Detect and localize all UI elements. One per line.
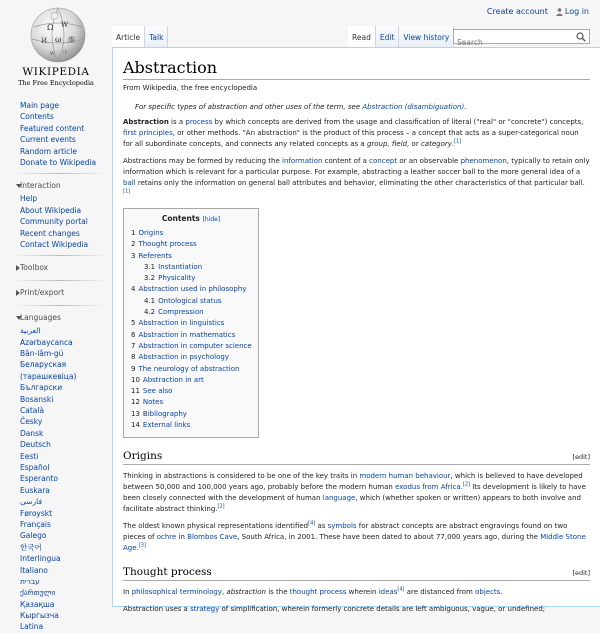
toc-link[interactable]: Ontological status — [158, 296, 222, 305]
language-link-italiano[interactable]: Italiano — [20, 565, 48, 575]
text-run: , — [221, 588, 227, 597]
sidebar-divider — [14, 305, 106, 306]
toc-link[interactable]: Instantiation — [158, 262, 203, 271]
toc-item[interactable] — [131, 386, 251, 397]
language-link-item[interactable]: Қазақша — [20, 599, 55, 609]
link-exodus-from-africa[interactable]: exodus from Africa — [395, 483, 461, 492]
toc-number: 2 — [131, 240, 136, 249]
section-heading-thought-process — [123, 566, 590, 581]
collapse-arrow-icon — [16, 316, 22, 320]
thought-paragraph-1 — [123, 587, 590, 598]
text-run: Abstraction uses a — [123, 605, 191, 614]
origins-paragraph-2 — [123, 521, 590, 554]
language-link-fran-ais[interactable]: Français — [20, 519, 51, 529]
toc-number: 1 — [131, 229, 136, 237]
toc-number: 5 — [131, 319, 136, 328]
text-run: , typically to retain only information which is relevant for a particular purpose. For example, abstracting a leather soccer ball to the more general idea of a — [123, 157, 590, 176]
svg-text:ル: ル — [62, 49, 69, 56]
sidebar-item-community-portal[interactable]: Community portal — [20, 217, 88, 227]
text-run: The oldest known physical representations identified — [123, 522, 309, 531]
link-phenomenon[interactable]: phenomenon — [460, 157, 507, 165]
language-link-latina[interactable]: Latina — [20, 622, 44, 632]
toc-number: 12 — [131, 398, 140, 407]
sidebar-section-title: Print/export — [20, 288, 65, 298]
language-link-item[interactable]: ქართული — [20, 588, 56, 598]
toc-item[interactable] — [131, 273, 251, 284]
sidebar-section-interaction[interactable] — [0, 179, 112, 193]
link-ochre[interactable]: ochre — [156, 533, 177, 542]
toc-link[interactable]: Compression — [158, 308, 204, 317]
sidebar-divider — [14, 173, 106, 174]
toc-link[interactable]: Abstraction in mathematics — [138, 330, 236, 339]
svg-text:Ω: Ω — [47, 23, 54, 32]
link-symbols[interactable]: symbols — [327, 522, 357, 531]
search-icon[interactable] — [576, 32, 586, 42]
toc-item[interactable] — [131, 420, 251, 431]
tab-view-history[interactable]: View history — [399, 26, 454, 47]
text-run: is a — [168, 118, 186, 126]
toc-link[interactable]: Abstraction in psychology — [138, 353, 229, 362]
toc-link[interactable]: Bibliography — [142, 409, 187, 418]
text-run: in — [176, 533, 188, 542]
collapse-arrow-icon — [16, 184, 22, 188]
sidebar-divider — [14, 280, 106, 281]
toc-number: 3.1 — [144, 262, 156, 271]
language-link-item[interactable]: (тарашкевіца) — [20, 371, 77, 381]
text-run: for abstract concepts are abstract engravings found on two pieces of — [123, 522, 568, 542]
toc-link[interactable]: Abstraction in linguistics — [138, 319, 225, 328]
text-run: wherein — [346, 588, 379, 597]
toc-number: 11 — [131, 387, 140, 396]
toc-item[interactable] — [131, 375, 251, 386]
toc-link[interactable]: Thought process — [138, 240, 197, 249]
sidebar-item-current-events[interactable]: Current events — [20, 135, 76, 145]
sidebar-item-recent-changes[interactable]: Recent changes — [20, 228, 80, 238]
toc-item[interactable] — [131, 364, 251, 375]
language-link-item[interactable]: עברית — [20, 576, 40, 586]
thought-paragraph-2 — [123, 604, 590, 615]
text-run: retains only the information on general ball attributes and behavior, eliminating the other characteristics of that particular ball. — [135, 179, 585, 187]
hatnote-text: For specific types of abstraction and other uses of the term, see — [135, 103, 363, 111]
link-ball[interactable]: ball — [123, 179, 136, 187]
sidebar-item-donate-to-wikipedia[interactable]: Donate to Wikipedia — [20, 157, 97, 167]
sidebar — [0, 100, 112, 633]
sidebar-navigation — [0, 100, 112, 168]
toc-number: 7 — [131, 341, 136, 350]
puzzle-globe-icon — [28, 5, 88, 65]
link-middle-stone-age[interactable]: Middle Stone Age — [123, 533, 586, 553]
toc-hide-link[interactable]: [hide] — [202, 216, 221, 223]
sidebar-item-random-article[interactable]: Random article — [20, 146, 77, 156]
text-run: , or other methods. "An abstraction" is the product of this process – a concept that acts as a super-categorical noun for all subordinate concepts, and connects any related concepts as a — [123, 129, 579, 148]
tab-read[interactable]: Read — [348, 26, 376, 47]
origins-paragraph-1 — [123, 471, 590, 515]
reference-link[interactable]: [1] — [123, 188, 131, 195]
text-run: , South Africa, in 2001. These have been dated to about 77,000 years ago, during the — [237, 533, 541, 542]
toc-number: 8 — [131, 353, 136, 362]
sidebar-item-featured-content[interactable]: Featured content — [20, 123, 85, 133]
toc-link[interactable]: External links — [142, 421, 191, 430]
language-link-espa-ol[interactable]: Español — [20, 462, 50, 472]
toc-item[interactable] — [131, 341, 251, 352]
reference-link[interactable]: [4] — [397, 587, 405, 594]
sidebar-item-main-page[interactable]: Main page — [20, 101, 60, 110]
toc-link[interactable]: Notes — [142, 398, 164, 407]
sidebar-section-languages[interactable] — [0, 311, 112, 325]
toc-list — [131, 228, 251, 431]
toc-item[interactable] — [131, 239, 251, 250]
text-run: In — [123, 588, 132, 597]
language-link-euskara[interactable]: Euskara — [20, 485, 50, 495]
language-link-az-rbaycanca[interactable]: Azərbaycanca — [20, 337, 73, 347]
sidebar-item-about-wikipedia[interactable]: About Wikipedia — [20, 205, 82, 215]
sidebar-section-print-export[interactable] — [0, 286, 112, 300]
toc-number: 6 — [131, 330, 136, 339]
create-account-link[interactable]: Create account — [486, 7, 548, 16]
toc-number: 4.1 — [144, 296, 156, 305]
link-strategy[interactable]: strategy — [190, 605, 220, 614]
toc-item[interactable] — [131, 409, 251, 420]
text-run: or an observable — [397, 157, 461, 165]
link-philosophical-terminology[interactable]: philosophical terminology — [131, 588, 222, 597]
toc-link[interactable]: Abstraction in art — [142, 375, 204, 384]
text-run: abstraction — [226, 588, 266, 597]
login-link[interactable] — [556, 7, 589, 16]
link-ideas[interactable]: ideas — [378, 588, 398, 597]
text-run: . — [136, 544, 139, 553]
link-blombos-cave[interactable]: Blombos Cave — [187, 533, 238, 542]
sidebar-section-title: Interaction — [20, 181, 61, 191]
toc-link[interactable]: See also — [142, 387, 173, 396]
sidebar-interaction-list — [0, 193, 112, 250]
sidebar-languages-list — [0, 325, 112, 633]
tab-talk[interactable]: Talk — [145, 26, 168, 47]
language-link-eesti[interactable]: Eesti — [20, 451, 39, 461]
reference-link[interactable]: [2] — [462, 482, 471, 489]
view-tabs — [348, 26, 454, 47]
text-run: Its development is likely to have been closely connected with the development of human — [123, 483, 586, 503]
section-heading-origins — [123, 450, 590, 465]
reference-link[interactable]: [4] — [308, 521, 316, 528]
toc-number: 9 — [131, 364, 136, 373]
sidebar-divider — [14, 255, 106, 256]
tab-edit[interactable]: Edit — [376, 26, 400, 47]
text-run: . — [460, 483, 463, 492]
hatnote-end: . — [464, 103, 467, 111]
text-run: or — [409, 140, 421, 148]
language-link-item[interactable]: Кыргызча — [20, 611, 59, 621]
edit-section-link[interactable]: [edit] — [572, 453, 590, 462]
hatnote — [123, 103, 590, 111]
personal-tools — [487, 7, 589, 16]
sidebar-item-contact-wikipedia[interactable]: Contact Wikipedia — [20, 239, 89, 249]
language-link-interlingua[interactable]: Interlingua — [20, 554, 61, 564]
toc-item[interactable] — [131, 330, 251, 341]
site-subtitle: From Wikipedia, the free encyclopedia — [123, 84, 258, 92]
toc-item[interactable] — [131, 397, 251, 408]
link-objects[interactable]: objects — [475, 588, 501, 597]
text-run: is the — [265, 588, 290, 597]
text-run: Abstractions may be formed by reducing the — [123, 157, 283, 165]
toc-item[interactable] — [131, 262, 251, 273]
toc-number: 14 — [131, 421, 140, 430]
toc-item[interactable] — [131, 296, 251, 307]
intro-paragraph-1 — [123, 117, 590, 150]
tab-article[interactable]: Article — [112, 26, 145, 47]
language-link-esky[interactable]: Česky — [20, 417, 43, 427]
language-link-catal[interactable]: Català — [20, 406, 45, 416]
tagline: The Free Encyclopedia — [18, 79, 94, 87]
language-link-item[interactable]: العربية — [20, 326, 41, 336]
toc-number: 3.2 — [144, 274, 156, 283]
language-link-item[interactable]: Български — [20, 383, 63, 393]
toc-item[interactable] — [131, 284, 251, 295]
language-link-item[interactable]: Беларуская — [20, 360, 67, 370]
text-run: Thinking in abstractions is considered to be one of the key traits in — [123, 472, 360, 481]
language-link-deutsch[interactable]: Deutsch — [20, 440, 51, 450]
text-run: category — [420, 140, 452, 148]
language-link-galego[interactable]: Galego — [20, 531, 47, 541]
sidebar-section-title: Toolbox — [20, 263, 49, 273]
text-run: . — [451, 140, 455, 148]
disambiguation-link[interactable]: Abstraction (disambiguation) — [362, 103, 465, 111]
toc-number: 13 — [131, 409, 140, 418]
link-language[interactable]: language — [322, 494, 356, 503]
reference-link[interactable]: [2] — [217, 504, 225, 511]
namespace-tabs — [112, 26, 168, 47]
language-link-dansk[interactable]: Dansk — [20, 428, 44, 438]
edit-section-link[interactable]: [edit] — [572, 569, 590, 578]
svg-text:ท: ท — [50, 50, 54, 57]
toc-item[interactable] — [131, 318, 251, 329]
toc-link[interactable]: Abstraction in computer science — [138, 341, 252, 350]
language-link-esperanto[interactable]: Esperanto — [20, 474, 58, 484]
toc-item[interactable] — [131, 307, 251, 318]
login-label: Log in — [564, 7, 589, 16]
toc-number: 4 — [131, 285, 136, 294]
page-title: Abstraction — [123, 58, 590, 80]
wikipedia-logo[interactable] — [0, 0, 112, 96]
link-modern-human-behaviour[interactable]: modern human behaviour — [359, 472, 451, 481]
link-information[interactable]: information — [282, 157, 323, 165]
table-of-contents — [123, 208, 259, 438]
intro-paragraph-2 — [123, 156, 590, 200]
language-link-b-n-l-m-g[interactable]: Bân-lâm-gú — [20, 349, 64, 359]
toc-number: 3 — [131, 251, 136, 260]
toc-header — [131, 214, 251, 223]
toc-number: 10 — [131, 375, 140, 384]
text-run: by which concepts are derived from the usage and classification of literal ("real" or "concrete") concepts, — [212, 118, 584, 126]
expand-arrow-icon — [16, 290, 20, 296]
language-link-bosanski[interactable]: Bosanski — [20, 394, 54, 404]
link-first-principles[interactable]: first principles — [123, 129, 173, 137]
toc-link[interactable]: Physicality — [158, 274, 196, 283]
toc-title: Contents — [161, 214, 200, 223]
text-run: of simplification, wherein formerly concrete details are left ambiguous, vague, or undefined; — [219, 605, 546, 614]
toc-link[interactable]: Referents — [138, 251, 172, 260]
svg-text:ω: ω — [55, 35, 62, 44]
link-thought-process[interactable]: thought process — [289, 588, 347, 597]
toc-number: 4.2 — [144, 308, 156, 317]
link-process[interactable]: process — [185, 118, 213, 126]
toc-link[interactable]: Origins — [138, 229, 164, 237]
sidebar-section-title: Languages — [20, 313, 61, 323]
sidebar-section-toolbox[interactable] — [0, 261, 112, 275]
text-run: as — [315, 522, 328, 531]
svg-text:И: И — [41, 37, 48, 45]
sidebar-item-contents[interactable]: Contents — [20, 112, 54, 122]
text-run: group, field, — [366, 140, 410, 148]
language-link-item[interactable]: فارسی — [20, 497, 43, 507]
language-link-f-royskt[interactable]: Føroyskt — [20, 508, 53, 518]
reference-link[interactable]: [3] — [138, 543, 146, 550]
svg-text:維: 維 — [68, 36, 75, 44]
text-run: . — [500, 588, 503, 597]
text-run: are distanced from — [404, 588, 476, 597]
search-box — [453, 29, 590, 44]
toc-link[interactable]: Abstraction used in philosophy — [138, 285, 247, 294]
toc-item[interactable] — [131, 228, 251, 239]
wordmark: WIKIPEDIA — [22, 66, 90, 78]
sidebar-item-help[interactable]: Help — [20, 194, 38, 204]
bold-term: Abstraction — [123, 118, 169, 126]
text-run: , which (whether spoken or written) appears to both involve and facilitate abstract thinking. — [123, 494, 581, 514]
article-content — [112, 47, 600, 614]
toc-item[interactable] — [131, 352, 251, 363]
text-run: , which is believed to have developed between 50,000 and 100,000 years ago, probably before the modern human — [123, 472, 583, 492]
svg-text:W: W — [61, 21, 69, 29]
user-icon — [556, 8, 563, 16]
toc-item[interactable] — [131, 251, 251, 262]
text-run: Origins — [123, 450, 163, 463]
toc-link[interactable]: The neurology of abstraction — [138, 364, 240, 373]
reference-link[interactable]: [1] — [454, 138, 462, 145]
text-run: content of a — [322, 157, 370, 165]
language-link-item[interactable]: 한국어 — [20, 542, 42, 552]
text-run: Thought process — [123, 566, 212, 579]
link-concept[interactable]: concept — [369, 157, 398, 165]
expand-arrow-icon — [16, 265, 20, 271]
